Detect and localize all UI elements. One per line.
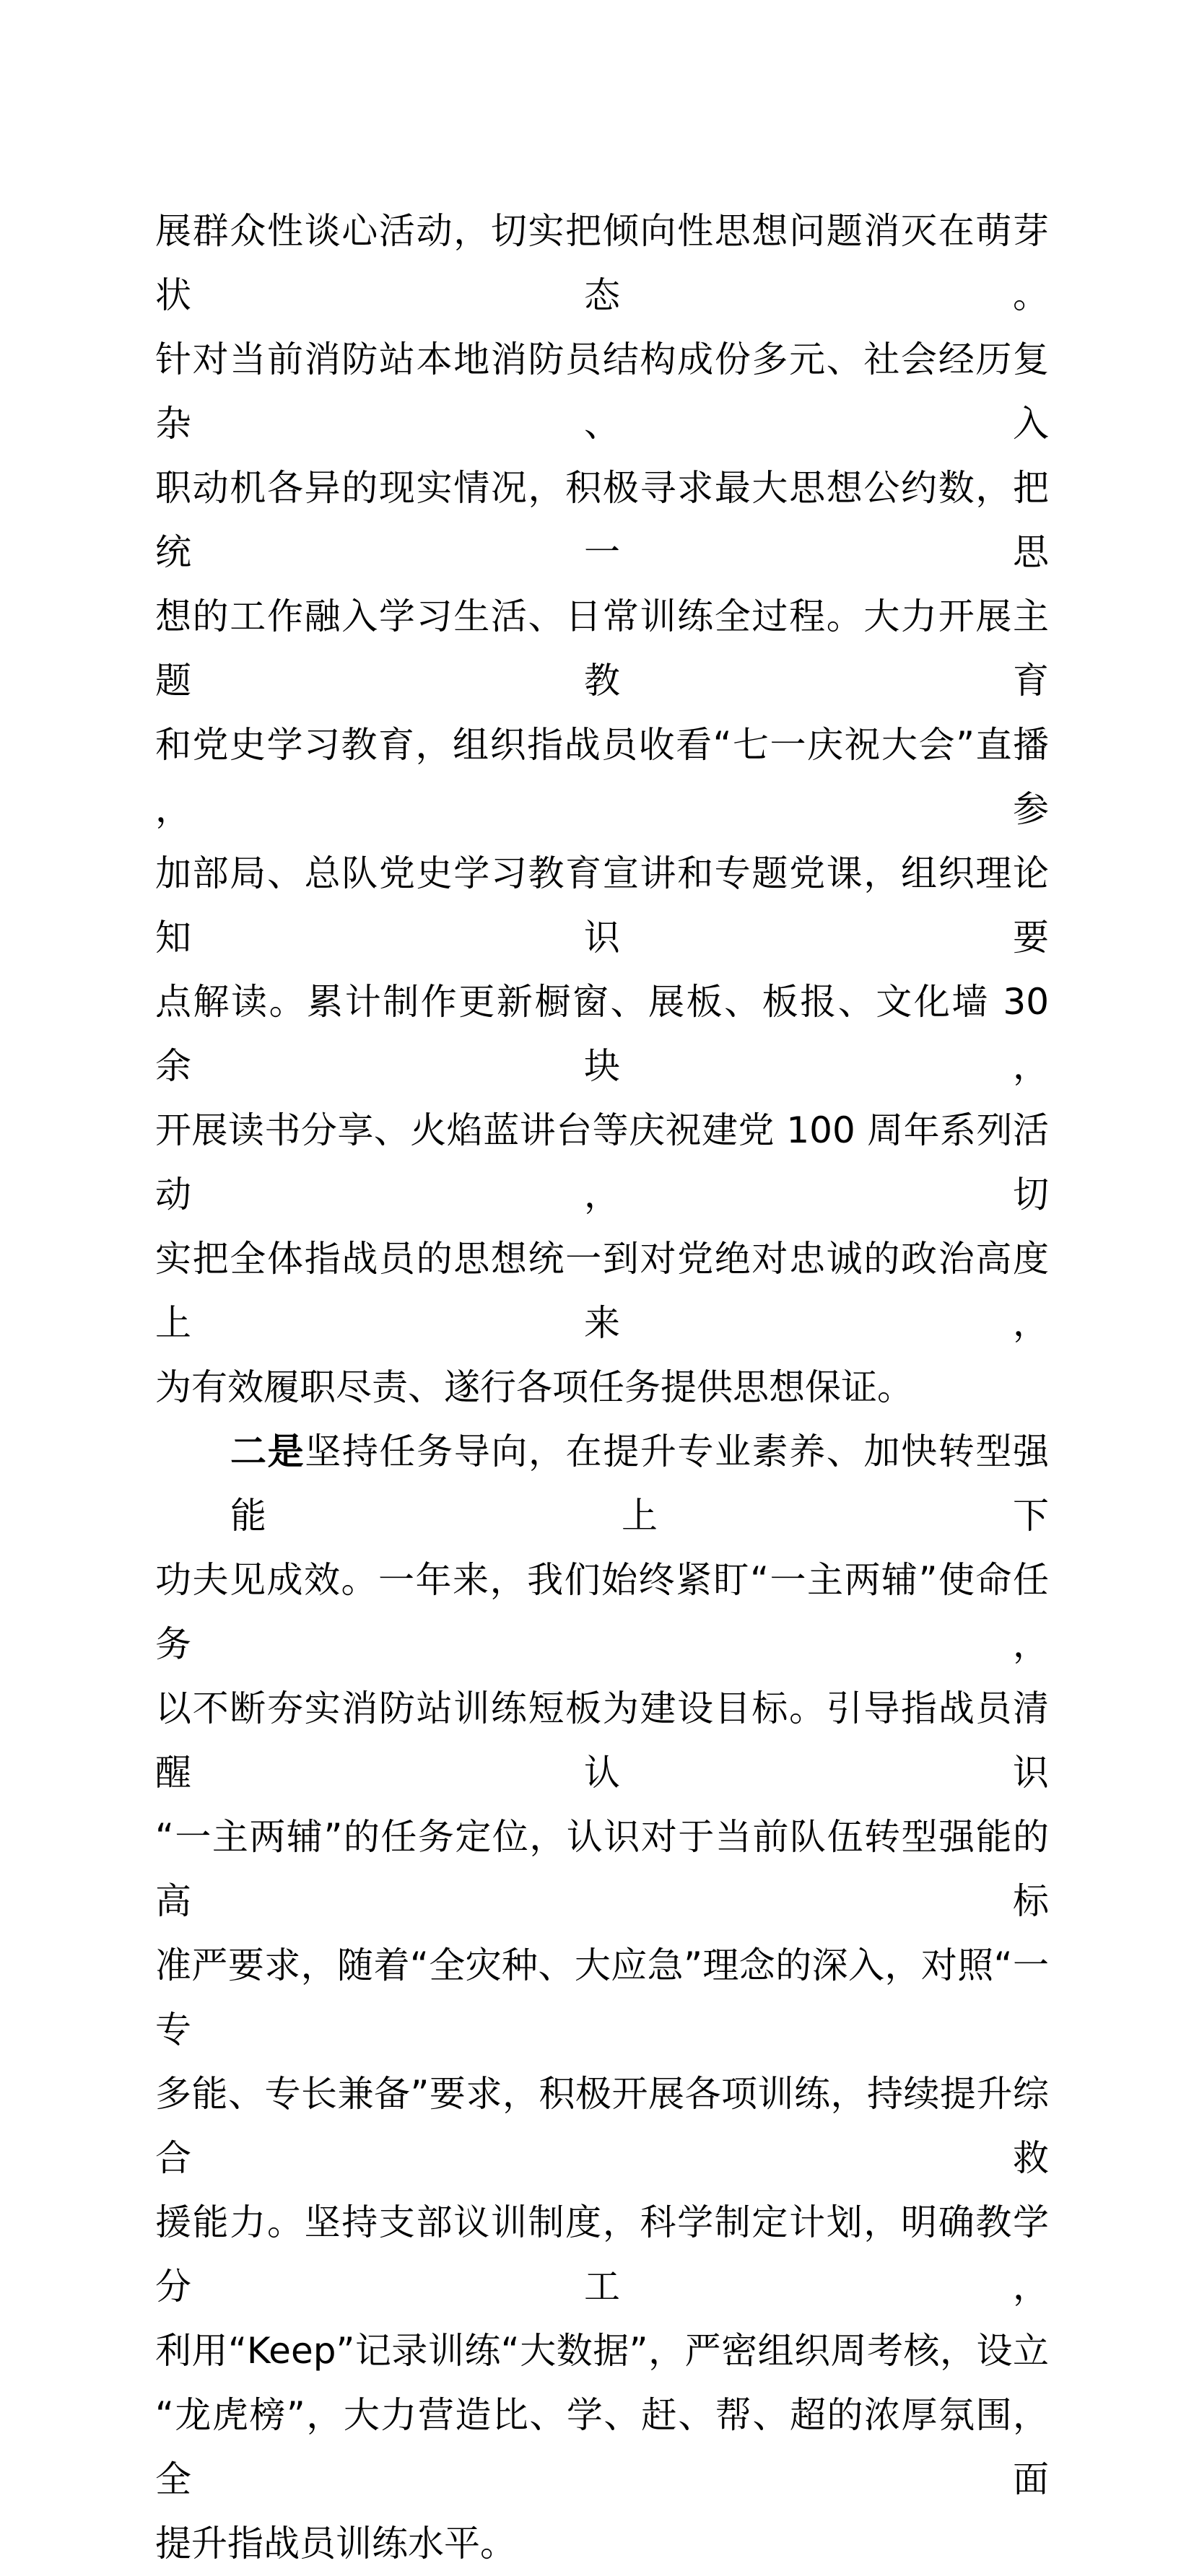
text-line: 多能、专长兼备”要求，积极开展各项训练，持续提升综合救 [155, 2073, 1049, 2179]
paragraph-lead-text: 坚持任务导向，在提升专业素养、加快转型强能上下 [230, 1431, 1050, 1537]
text-line: 展群众性谈心活动，切实把倾向性思想问题消灭在萌芽状态。 [155, 210, 1049, 316]
text-line: 针对当前消防站本地消防员结构成份多元、社会经历复杂、入 [155, 339, 1049, 445]
text-line: “龙虎榜”，大力营造比、学、赶、帮、超的浓厚氛围，全面 [155, 2394, 1049, 2500]
text-line: 和党史学习教育，组织指战员收看“七一庆祝大会”直播，参 [155, 724, 1049, 830]
document-page [155, 199, 1049, 2576]
text-line: 利用“Keep”记录训练“大数据”，严密组织周考核，设立 [155, 2330, 1049, 2372]
text-line: 准严要求，随着“全灾种、大应急”理念的深入，对照“一专 [155, 1944, 1049, 2051]
paragraph-lead-bold: 二是 [230, 1431, 305, 1472]
text-line: 开展读书分享、火焰蓝讲台等庆祝建党 100 周年系列活动，切 [155, 1109, 1049, 1215]
text-line: 想的工作融入学习生活、日常训练全过程。大力开展主题教育 [155, 595, 1049, 702]
text-line: 加部局、总队党史学习教育宣讲和专题党课，组织理论知识要 [155, 852, 1049, 959]
text-line: 提升指战员训练水平。 [155, 2523, 516, 2564]
text-line: 以不断夯实消防站训练短板为建设目标。引导指战员清醒认识 [155, 1688, 1049, 1794]
text-line: 援能力。坚持支部议训制度，科学制定计划，明确教学分工， [155, 2201, 1049, 2308]
text-line: 为有效履职尽责、遂行各项任务提供思想保证。 [155, 1366, 913, 1408]
paragraph-lead-line [155, 1420, 1049, 1548]
paragraph-1 [155, 199, 1049, 1420]
text-line: 功夫见成效。一年来，我们始终紧盯“一主两辅”使命任务， [155, 1559, 1049, 1665]
text-line: 点解读。累计制作更新橱窗、展板、板报、文化墙 30 余块， [155, 981, 1049, 1087]
text-line: 职动机各异的现实情况，积极寻求最大思想公约数，把统一思 [155, 467, 1049, 573]
text-line: “一主两辅”的任务定位，认识对于当前队伍转型强能的高标 [155, 1816, 1049, 1922]
text-line: 实把全体指战员的思想统一到对党绝对忠诚的政治高度上来， [155, 1238, 1049, 1344]
paragraph-2 [155, 1420, 1049, 2576]
